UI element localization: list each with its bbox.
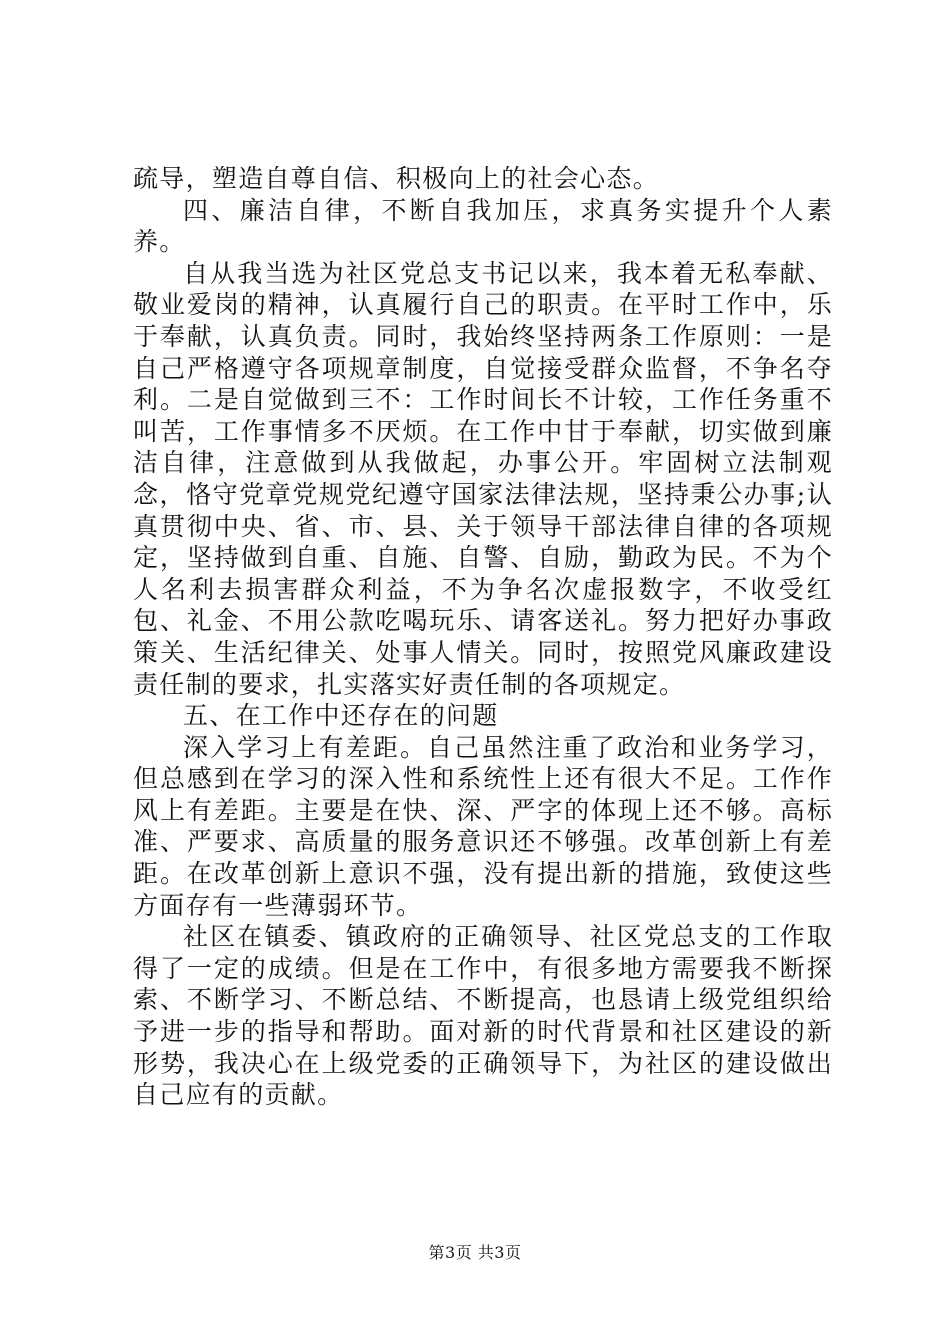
paragraph-integrity: 自从我当选为社区党总支书记以来，我本着无私奉献、敬业爱岗的精神，认真履行自己的职责。在平时工作中，乐于奉献，认真负责。同时，我始终坚持两条工作原则：一是自己严格遵守各项规章制度，自觉接受群众监督，不争名夺利。二是自觉做到三不：工作时间长不计较，工作任务重不叫苦，工作事情多不厌烦。在工作中甘于奉献，切实做到廉洁自律，注意做到从我做起，办事公开。牢固树立法制观念，恪守党章党规党纪遵守国家法律法规，坚持秉公办事;认真贯彻中央、省、市、县、关于领导干部法律自律的各项规定，坚持做到自重、自施、自警、自励，勤政为民。不为个人名利去损害群众利益，不为争名次虚报数字，不收受红包、礼金、不用公款吃喝玩乐、请客送礼。努力把好办事政策关、生活纪律关、处事人情关。同时，按照党风廉政建设责任制的要求，扎实落实好责任制的各项规定。 bbox=[133, 258, 833, 699]
paragraph-continuation: 疏导，塑造自尊自信、积极向上的社会心态。 bbox=[133, 164, 660, 193]
section-heading-five: 五、在工作中还存在的问题 bbox=[183, 701, 499, 731]
section-heading-four: 四、廉洁自律，不断自我加压，求真务实提升个人素养。 bbox=[133, 195, 833, 257]
paragraph-conclusion: 社区在镇委、镇政府的正确领导、社区党总支的工作取得了一定的成绩。但是在工作中，有很多地方需要我不断探索、不断学习、不断总结、不断提高，也恳请上级党组织给予进一步的指导和帮助。面对新的时代背景和社区建设的新形势，我决心在上级党委的正确领导下，为社区的建设做出自己应有的贡献。 bbox=[133, 922, 833, 1110]
page-number-footer: 第3页 共3页 bbox=[428, 1243, 522, 1262]
paragraph-problems: 深入学习上有差距。自己虽然注重了政治和业务学习，但总感到在学习的深入性和系统性上还有很大不足。工作作风上有差距。主要是在快、深、严字的体现上还不够。高标准、严要求、高质量的服务意识还不够强。改革创新上有差距。在改革创新上意识不强，没有提出新的措施，致使这些方面存有一些薄弱环节。 bbox=[133, 732, 833, 920]
document-body bbox=[133, 163, 833, 1111]
